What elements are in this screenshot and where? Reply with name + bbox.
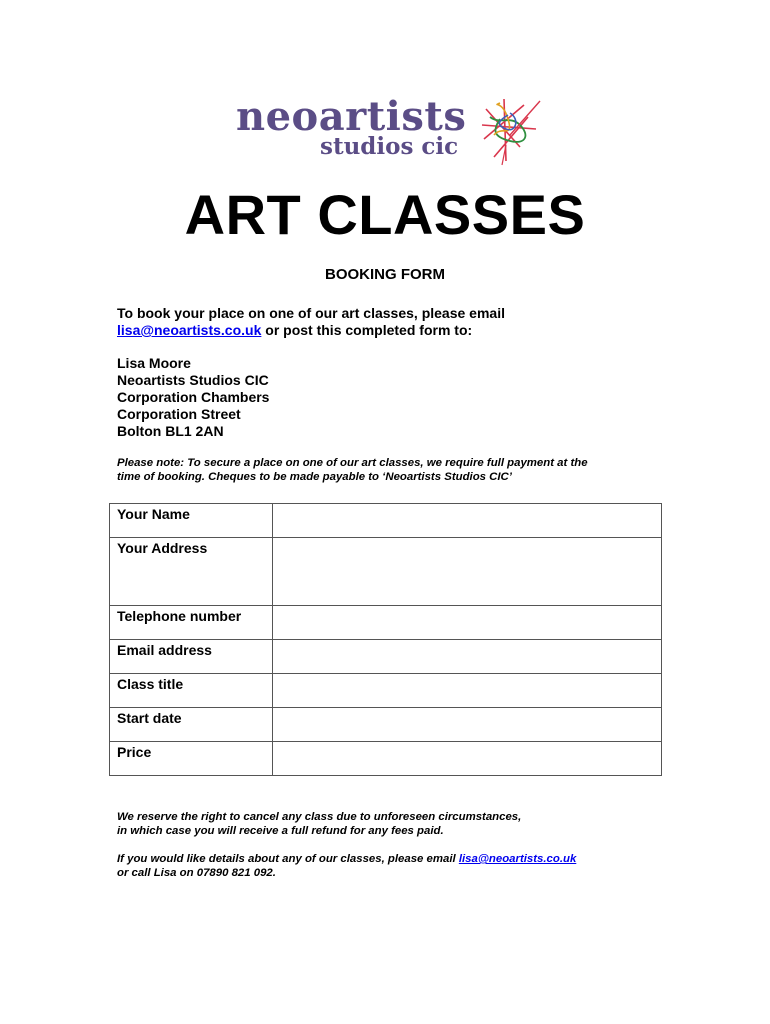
form-row — [110, 742, 662, 776]
booking-form-heading: BOOKING FORM — [325, 266, 445, 283]
telephone-label: Telephone number — [110, 606, 273, 640]
neoartists-logo — [236, 95, 546, 170]
footer-email-link[interactable]: lisa@neoartists.co.uk — [458, 853, 577, 865]
price-field[interactable] — [273, 742, 662, 776]
contact-line1: If you would like details about any of our classes, please email — [117, 853, 459, 865]
contact-line2: or call Lisa on 07890 821 092. — [117, 867, 276, 879]
address-line: Corporation Street — [117, 406, 241, 422]
cancellation-line: We reserve the right to cancel any class due to unforeseen circumstances, — [117, 811, 522, 823]
email-label: Email address — [110, 640, 273, 674]
address-label: Your Address — [110, 538, 273, 606]
payment-note — [117, 456, 677, 484]
intro-line1: To book your place on one of our art classes, please email — [117, 305, 505, 321]
class-title-label: Class title — [110, 674, 273, 708]
booking-form-table — [109, 503, 662, 776]
address-line: Neoartists Studios CIC — [117, 372, 269, 388]
class-title-field[interactable] — [273, 674, 662, 708]
email-field[interactable] — [273, 640, 662, 674]
scribble-star-logo-icon — [480, 95, 542, 167]
form-row — [110, 674, 662, 708]
note-line: time of booking. Cheques to be made payable to ‘Neoartists Studios CIC’ — [117, 471, 512, 483]
email-link[interactable]: lisa@neoartists.co.uk — [117, 322, 262, 338]
address-line: Lisa Moore — [117, 355, 191, 371]
start-date-field[interactable] — [273, 708, 662, 742]
logo-wordmark: neoartists — [236, 93, 467, 140]
cancellation-note — [117, 810, 677, 838]
name-field[interactable] — [273, 504, 662, 538]
page-title: ART CLASSES — [184, 183, 586, 246]
form-row — [110, 606, 662, 640]
start-date-label: Start date — [110, 708, 273, 742]
name-label: Your Name — [110, 504, 273, 538]
note-line: Please note: To secure a place on one of our art classes, we require full payment at the — [117, 457, 588, 469]
address-line: Bolton BL1 2AN — [117, 423, 224, 439]
form-row — [110, 640, 662, 674]
form-row — [110, 504, 662, 538]
price-label: Price — [110, 742, 273, 776]
address-field[interactable] — [273, 538, 662, 606]
telephone-field[interactable] — [273, 606, 662, 640]
address-line: Corporation Chambers — [117, 389, 270, 405]
intro-paragraph — [117, 305, 677, 339]
form-row — [110, 538, 662, 606]
contact-note — [117, 852, 677, 880]
logo-subtitle: studios cic — [320, 133, 459, 160]
form-row — [110, 708, 662, 742]
postal-address — [117, 355, 269, 440]
cancellation-line: in which case you will receive a full refund for any fees paid. — [117, 825, 444, 837]
intro-line2: or post this completed form to: — [261, 322, 473, 338]
